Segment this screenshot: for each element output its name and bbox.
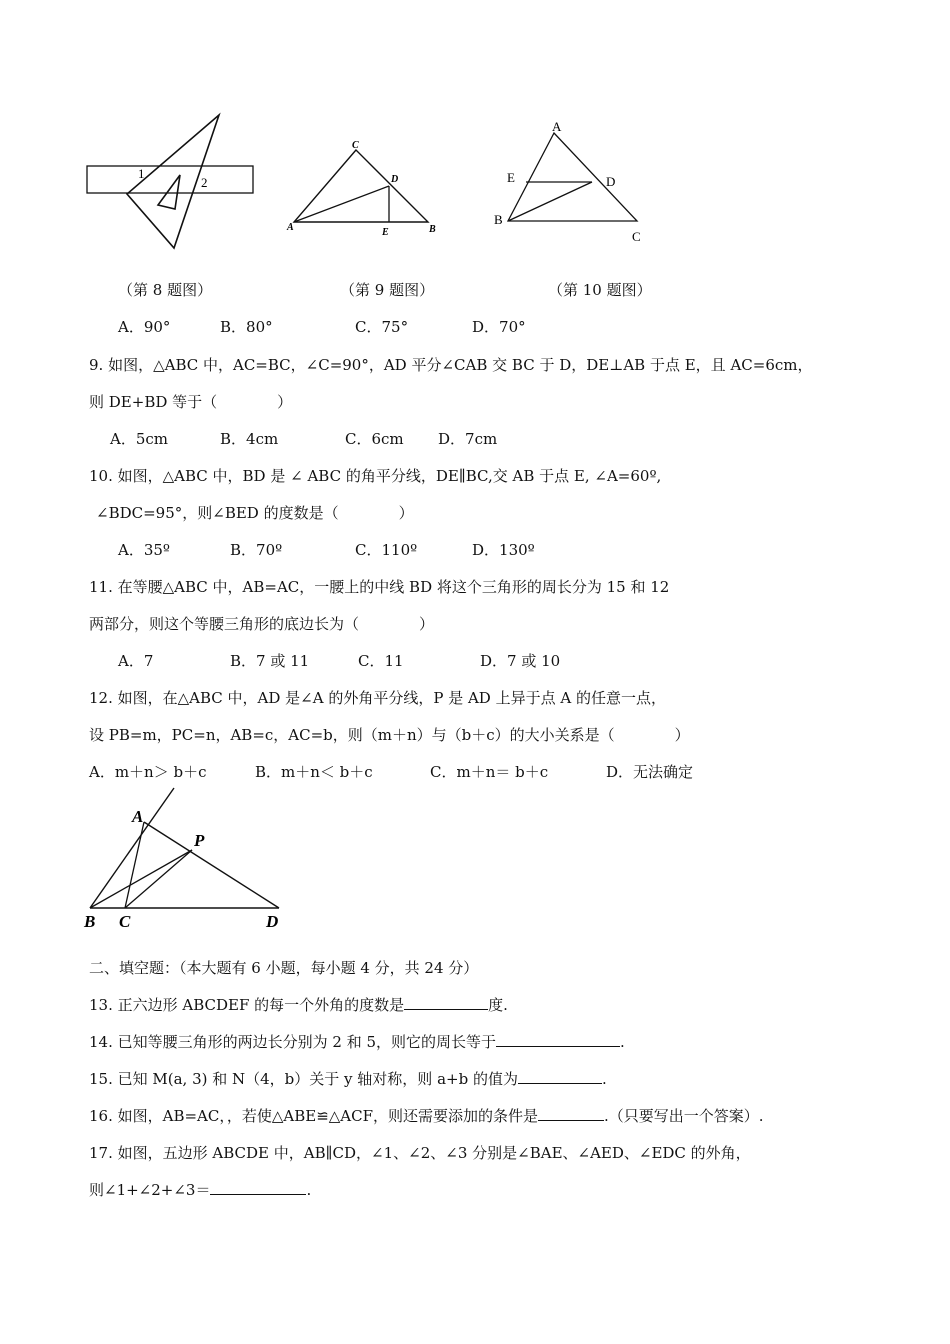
q9-line-1: 9. 如图，△ABC 中，AC=BC，∠C=90°，AD 平分∠CAB 交 BC 于 D，DE⊥AB 于点 E，且 AC=6cm， (89, 356, 813, 374)
q12-line-1: 12. 如图，在△ABC 中，AD 是∠A 的外角平分线，P 是 AD 上异于点 A 的任意一点， (89, 689, 666, 707)
fig8-label-1: 1 (138, 166, 145, 181)
q16-line (89, 1105, 764, 1126)
q8-option-b: B．80° (220, 318, 273, 336)
fig10-label-c: C (632, 229, 641, 244)
q11-option-a: A．7 (118, 652, 154, 670)
figure-12 (82, 786, 292, 936)
fig12-label-a: A (132, 807, 144, 826)
fig9-label-c: C (352, 140, 359, 151)
fig10-label-b: B (494, 212, 503, 227)
q16-text-end: .（只要写出一个答案）. (604, 1107, 764, 1125)
q11-option-d: D．7 或 10 (480, 652, 561, 670)
q10-option-a: A．35º (118, 541, 170, 559)
q13-text-end: 度. (488, 996, 508, 1014)
triangle-abc (508, 133, 637, 221)
q17-line-1: 17. 如图，五边形 ABCDE 中，AB∥CD，∠1、∠2、∠3 分别是∠BAE、∠AED、∠EDC 的外角， (89, 1144, 751, 1162)
q9-line-2: 则 DE+BD 等于（ ） (89, 393, 293, 411)
fig9-caption: （第 9 题图） (340, 281, 435, 299)
q13-text: 13. 正六边形 ABCDEF 的每一个外角的度数是 (89, 996, 405, 1014)
line-ba-extended (90, 788, 174, 908)
segment-bd (508, 182, 592, 221)
q15-text-end: . (601, 1070, 607, 1088)
segment-bp (90, 850, 192, 908)
fig8-label-2: 2 (201, 175, 208, 190)
q10-option-b: B．70º (230, 541, 283, 559)
q10-option-c: C．110º (355, 541, 418, 559)
q11-line-2: 两部分，则这个等腰三角形的底边长为（ ） (89, 615, 435, 633)
q16-text: 16. 如图，AB=AC，，若使△ABE≌△ACF，则还需要添加的条件是 (89, 1107, 539, 1125)
q17-text: 则∠1+∠2+∠3＝ (89, 1181, 211, 1199)
q13-line (89, 994, 508, 1015)
q12-option-c: C．m＋n＝ b＋c (430, 763, 549, 781)
figure-8 (82, 110, 262, 255)
q17-line-2 (89, 1179, 311, 1200)
fig10-label-d: D (606, 174, 616, 189)
q12-option-b: B．m＋n＜ b＋c (255, 763, 373, 781)
figure-10 (490, 118, 655, 248)
fig8-caption: （第 8 题图） (118, 281, 213, 299)
fig9-label-a: A (287, 222, 294, 233)
q11-option-c: C．11 (358, 652, 404, 670)
q17-answer-blank[interactable] (210, 1180, 306, 1195)
q15-text: 15. 已知 M(a, 3) 和 N（4，b）关于 y 轴对称，则 a+b 的值为 (89, 1070, 518, 1088)
q14-text-end: . (620, 1033, 625, 1051)
figure-9 (282, 138, 442, 238)
q12-option-a: A．m＋n＞ b＋c (89, 763, 207, 781)
q17-text-end: . (306, 1181, 312, 1199)
set-square-inner (158, 175, 180, 209)
q9-option-b: B．4cm (220, 430, 279, 448)
q14-line (89, 1031, 625, 1052)
line-ad (144, 822, 279, 908)
segment-ac (125, 822, 144, 908)
q8-option-c: C．75° (355, 318, 409, 336)
fig9-label-d: D (391, 174, 399, 185)
segment-cp (125, 850, 192, 908)
fig12-label-p: P (194, 831, 205, 850)
triangle-abc (294, 150, 428, 222)
q8-option-a: A．90° (118, 318, 171, 336)
q10-line-1: 10. 如图，△ABC 中，BD 是 ∠ ABC 的角平分线，DE∥BC,交 AB 于点 E, ∠A=60º, (89, 467, 662, 485)
fig12-label-d: D (266, 912, 279, 931)
q14-answer-blank[interactable] (496, 1032, 620, 1047)
section-2-heading: 二、填空题：（本大题有 6 小题，每小题 4 分，共 24 分） (89, 959, 479, 977)
q9-option-c: C．6cm (345, 430, 404, 448)
q11-line-1: 11. 在等腰△ABC 中，AB=AC，一腰上的中线 BD 将这个三角形的周长分为 15 和 12 (89, 578, 670, 596)
q15-answer-blank[interactable] (518, 1069, 602, 1084)
q13-answer-blank[interactable] (404, 995, 488, 1010)
q12-line-2: 设 PB=m，PC=n，AB=c，AC=b，则（m＋n）与（b＋c）的大小关系是（ ） (89, 726, 690, 744)
q11-option-b: B．7 或 11 (230, 652, 310, 670)
q15-line (89, 1068, 607, 1089)
fig10-caption: （第 10 题图） (548, 281, 652, 299)
fig10-label-e: E (507, 170, 515, 185)
fig9-label-e: E (382, 227, 389, 238)
fig10-label-a: A (552, 119, 562, 134)
segment-ad (294, 186, 389, 222)
q9-option-d: D．7cm (438, 430, 498, 448)
q9-option-a: A．5cm (110, 430, 169, 448)
q14-text: 14. 已知等腰三角形的两边长分别为 2 和 5，则它的周长等于 (89, 1033, 497, 1051)
q8-option-d: D．70° (472, 318, 526, 336)
q10-option-d: D．130º (472, 541, 535, 559)
q10-line-2: ∠BDC=95°，则∠BED 的度数是（ ） (96, 504, 414, 522)
fig9-label-b: B (429, 224, 436, 235)
q12-option-d: D．无法确定 (606, 763, 694, 781)
fig12-label-c: C (119, 912, 131, 931)
q16-answer-blank[interactable] (538, 1106, 604, 1121)
fig12-label-b: B (84, 912, 96, 931)
